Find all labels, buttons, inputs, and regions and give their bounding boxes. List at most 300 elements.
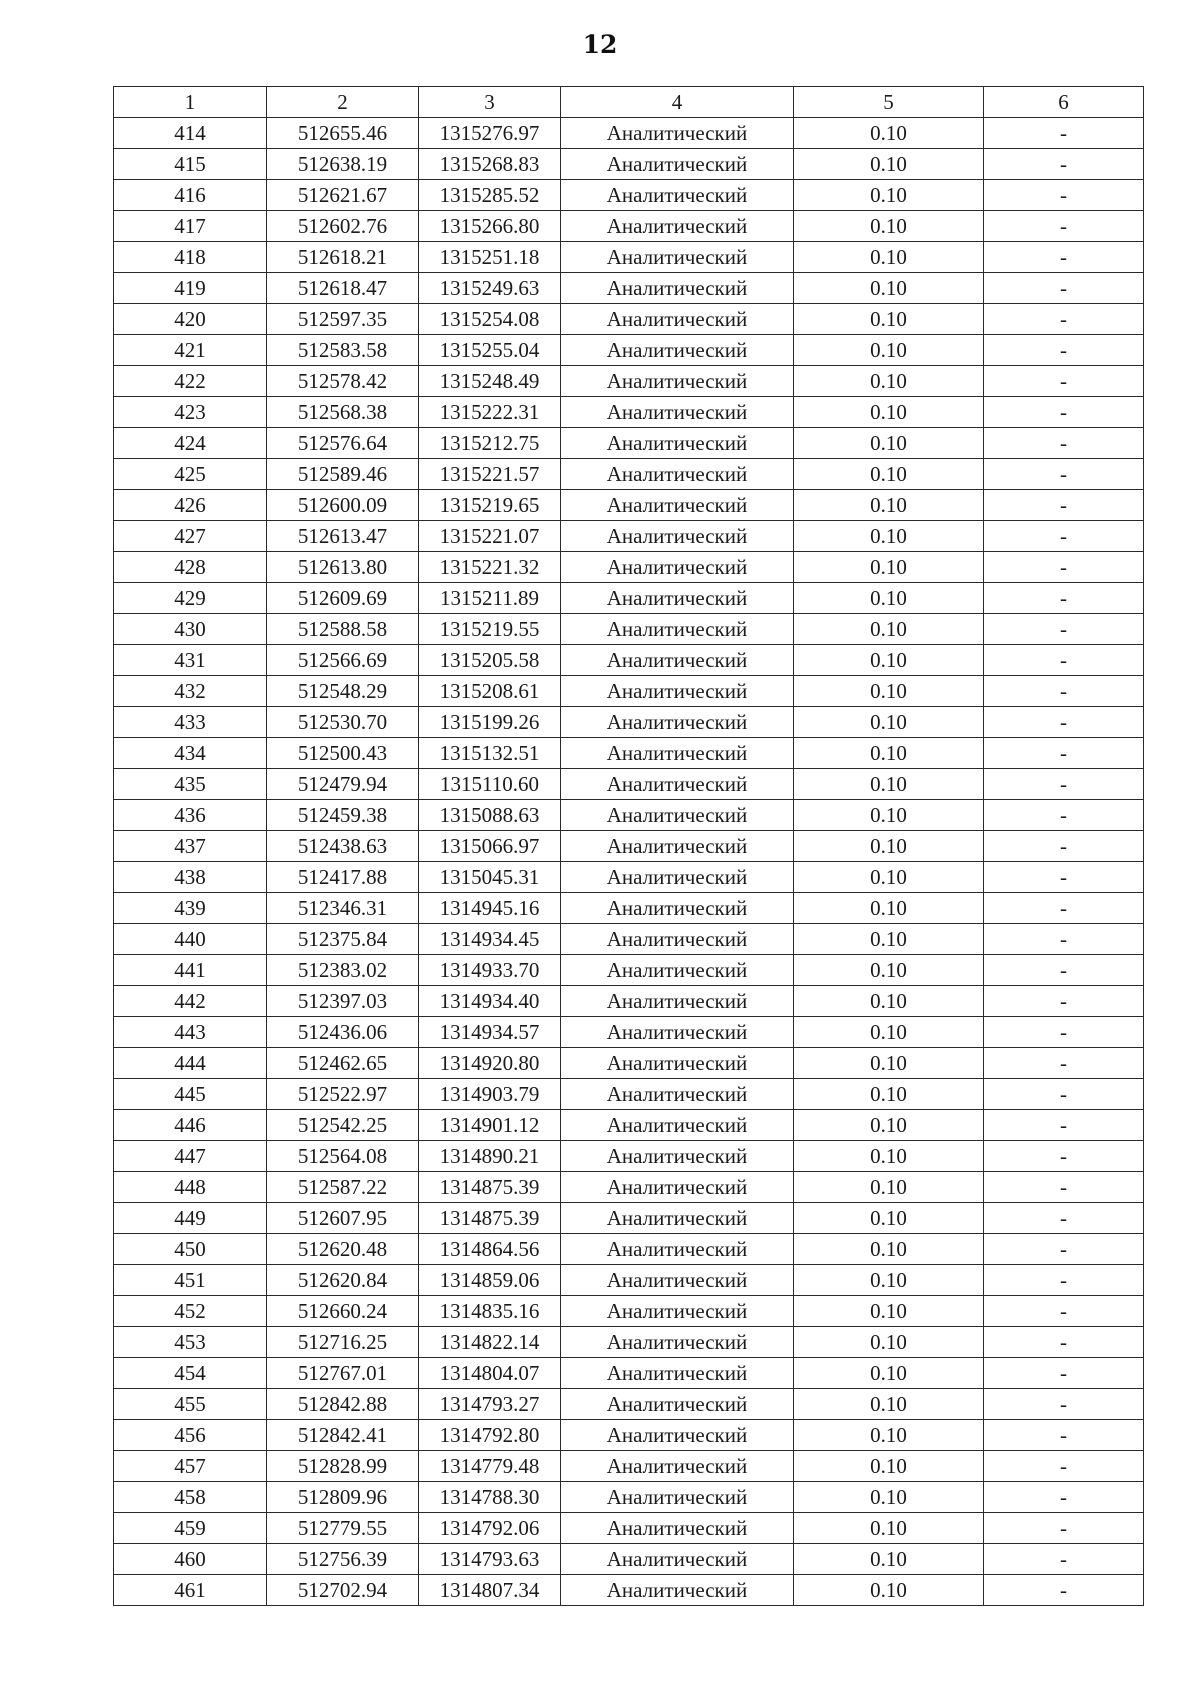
cell-accuracy: 0.10 — [794, 1575, 984, 1606]
cell-point-number: 440 — [114, 924, 267, 955]
cell-x-coordinate: 512588.58 — [267, 614, 419, 645]
cell-method: Аналитический — [561, 149, 794, 180]
cell-method: Аналитический — [561, 459, 794, 490]
table-row — [114, 490, 1144, 521]
cell-x-coordinate: 512589.46 — [267, 459, 419, 490]
cell-y-coordinate: 1314779.48 — [419, 1451, 561, 1482]
cell-y-coordinate: 1314835.16 — [419, 1296, 561, 1327]
cell-point-number: 419 — [114, 273, 267, 304]
cell-method: Аналитический — [561, 1451, 794, 1482]
cell-accuracy: 0.10 — [794, 769, 984, 800]
cell-description: - — [984, 738, 1144, 769]
cell-y-coordinate: 1314875.39 — [419, 1172, 561, 1203]
table-row — [114, 304, 1144, 335]
cell-y-coordinate: 1315276.97 — [419, 118, 561, 149]
cell-y-coordinate: 1314901.12 — [419, 1110, 561, 1141]
cell-method: Аналитический — [561, 583, 794, 614]
cell-point-number: 444 — [114, 1048, 267, 1079]
table-row — [114, 583, 1144, 614]
cell-y-coordinate: 1315221.32 — [419, 552, 561, 583]
cell-point-number: 443 — [114, 1017, 267, 1048]
cell-description: - — [984, 211, 1144, 242]
table-row — [114, 645, 1144, 676]
cell-method: Аналитический — [561, 986, 794, 1017]
header-cell-method: 4 — [561, 87, 794, 118]
cell-description: - — [984, 955, 1144, 986]
cell-description: - — [984, 118, 1144, 149]
cell-description: - — [984, 1327, 1144, 1358]
table-row — [114, 1110, 1144, 1141]
cell-x-coordinate: 512346.31 — [267, 893, 419, 924]
cell-x-coordinate: 512522.97 — [267, 1079, 419, 1110]
cell-method: Аналитический — [561, 1575, 794, 1606]
cell-point-number: 456 — [114, 1420, 267, 1451]
page-number: 12 — [582, 30, 618, 59]
header-cell-point-number: 1 — [114, 87, 267, 118]
cell-accuracy: 0.10 — [794, 645, 984, 676]
table-header — [114, 87, 1144, 118]
table-row — [114, 335, 1144, 366]
cell-description: - — [984, 1203, 1144, 1234]
table-row — [114, 1327, 1144, 1358]
cell-point-number: 446 — [114, 1110, 267, 1141]
cell-point-number: 452 — [114, 1296, 267, 1327]
table-row — [114, 397, 1144, 428]
cell-y-coordinate: 1314875.39 — [419, 1203, 561, 1234]
cell-accuracy: 0.10 — [794, 1141, 984, 1172]
cell-point-number: 438 — [114, 862, 267, 893]
cell-accuracy: 0.10 — [794, 1172, 984, 1203]
cell-method: Аналитический — [561, 180, 794, 211]
cell-method: Аналитический — [561, 955, 794, 986]
cell-method: Аналитический — [561, 738, 794, 769]
cell-description: - — [984, 862, 1144, 893]
cell-x-coordinate: 512618.47 — [267, 273, 419, 304]
table-row — [114, 149, 1144, 180]
cell-method: Аналитический — [561, 1513, 794, 1544]
table-row — [114, 1482, 1144, 1513]
table-row — [114, 180, 1144, 211]
cell-y-coordinate: 1314792.06 — [419, 1513, 561, 1544]
cell-accuracy: 0.10 — [794, 676, 984, 707]
cell-description: - — [984, 1172, 1144, 1203]
cell-x-coordinate: 512500.43 — [267, 738, 419, 769]
cell-accuracy: 0.10 — [794, 1296, 984, 1327]
cell-description: - — [984, 1451, 1144, 1482]
cell-point-number: 451 — [114, 1265, 267, 1296]
cell-y-coordinate: 1315254.08 — [419, 304, 561, 335]
cell-description: - — [984, 676, 1144, 707]
cell-method: Аналитический — [561, 676, 794, 707]
table-row — [114, 862, 1144, 893]
cell-x-coordinate: 512383.02 — [267, 955, 419, 986]
table-row — [114, 614, 1144, 645]
cell-point-number: 434 — [114, 738, 267, 769]
table-row — [114, 1358, 1144, 1389]
cell-method: Аналитический — [561, 1172, 794, 1203]
cell-point-number: 447 — [114, 1141, 267, 1172]
cell-method: Аналитический — [561, 304, 794, 335]
cell-method: Аналитический — [561, 1265, 794, 1296]
coordinates-table — [113, 86, 1144, 1606]
cell-point-number: 454 — [114, 1358, 267, 1389]
cell-method: Аналитический — [561, 800, 794, 831]
cell-x-coordinate: 512597.35 — [267, 304, 419, 335]
cell-x-coordinate: 512767.01 — [267, 1358, 419, 1389]
cell-method: Аналитический — [561, 862, 794, 893]
cell-method: Аналитический — [561, 707, 794, 738]
cell-y-coordinate: 1314859.06 — [419, 1265, 561, 1296]
cell-accuracy: 0.10 — [794, 149, 984, 180]
cell-x-coordinate: 512542.25 — [267, 1110, 419, 1141]
cell-description: - — [984, 1296, 1144, 1327]
cell-accuracy: 0.10 — [794, 1327, 984, 1358]
cell-accuracy: 0.10 — [794, 397, 984, 428]
cell-method: Аналитический — [561, 1544, 794, 1575]
cell-method: Аналитический — [561, 1110, 794, 1141]
cell-description: - — [984, 1544, 1144, 1575]
cell-x-coordinate: 512587.22 — [267, 1172, 419, 1203]
cell-x-coordinate: 512375.84 — [267, 924, 419, 955]
header-cell-x-coordinate: 2 — [267, 87, 419, 118]
table-row — [114, 273, 1144, 304]
cell-point-number: 442 — [114, 986, 267, 1017]
cell-accuracy: 0.10 — [794, 1079, 984, 1110]
cell-y-coordinate: 1315219.55 — [419, 614, 561, 645]
cell-accuracy: 0.10 — [794, 924, 984, 955]
cell-accuracy: 0.10 — [794, 1110, 984, 1141]
cell-accuracy: 0.10 — [794, 1048, 984, 1079]
cell-x-coordinate: 512613.80 — [267, 552, 419, 583]
cell-description: - — [984, 1482, 1144, 1513]
table-row — [114, 552, 1144, 583]
cell-method: Аналитический — [561, 1203, 794, 1234]
cell-description: - — [984, 1110, 1144, 1141]
table-row — [114, 1017, 1144, 1048]
cell-point-number: 433 — [114, 707, 267, 738]
cell-description: - — [984, 490, 1144, 521]
cell-accuracy: 0.10 — [794, 180, 984, 211]
cell-y-coordinate: 1314934.45 — [419, 924, 561, 955]
cell-accuracy: 0.10 — [794, 1203, 984, 1234]
cell-description: - — [984, 1079, 1144, 1110]
cell-y-coordinate: 1315205.58 — [419, 645, 561, 676]
cell-method: Аналитический — [561, 645, 794, 676]
cell-x-coordinate: 512618.21 — [267, 242, 419, 273]
cell-accuracy: 0.10 — [794, 1451, 984, 1482]
cell-y-coordinate: 1314903.79 — [419, 1079, 561, 1110]
cell-y-coordinate: 1314792.80 — [419, 1420, 561, 1451]
cell-description: - — [984, 273, 1144, 304]
cell-accuracy: 0.10 — [794, 1358, 984, 1389]
cell-y-coordinate: 1315208.61 — [419, 676, 561, 707]
cell-x-coordinate: 512417.88 — [267, 862, 419, 893]
cell-y-coordinate: 1314934.40 — [419, 986, 561, 1017]
cell-point-number: 428 — [114, 552, 267, 583]
cell-method: Аналитический — [561, 366, 794, 397]
cell-accuracy: 0.10 — [794, 459, 984, 490]
cell-method: Аналитический — [561, 242, 794, 273]
cell-description: - — [984, 1513, 1144, 1544]
cell-accuracy: 0.10 — [794, 366, 984, 397]
cell-y-coordinate: 1315088.63 — [419, 800, 561, 831]
cell-description: - — [984, 1575, 1144, 1606]
cell-y-coordinate: 1315219.65 — [419, 490, 561, 521]
cell-description: - — [984, 831, 1144, 862]
cell-point-number: 457 — [114, 1451, 267, 1482]
cell-method: Аналитический — [561, 552, 794, 583]
table-row — [114, 738, 1144, 769]
cell-y-coordinate: 1314793.63 — [419, 1544, 561, 1575]
cell-point-number: 449 — [114, 1203, 267, 1234]
cell-accuracy: 0.10 — [794, 1544, 984, 1575]
cell-x-coordinate: 512660.24 — [267, 1296, 419, 1327]
cell-x-coordinate: 512548.29 — [267, 676, 419, 707]
table-row — [114, 1420, 1144, 1451]
cell-method: Аналитический — [561, 1234, 794, 1265]
cell-y-coordinate: 1314804.07 — [419, 1358, 561, 1389]
table-row — [114, 1451, 1144, 1482]
cell-description: - — [984, 459, 1144, 490]
cell-y-coordinate: 1315221.07 — [419, 521, 561, 552]
cell-x-coordinate: 512655.46 — [267, 118, 419, 149]
cell-x-coordinate: 512842.41 — [267, 1420, 419, 1451]
cell-method: Аналитический — [561, 211, 794, 242]
header-cell-description: 6 — [984, 87, 1144, 118]
cell-description: - — [984, 800, 1144, 831]
table-row — [114, 769, 1144, 800]
cell-x-coordinate: 512613.47 — [267, 521, 419, 552]
cell-accuracy: 0.10 — [794, 1513, 984, 1544]
table-row — [114, 366, 1144, 397]
table-body — [114, 118, 1144, 1606]
cell-method: Аналитический — [561, 1358, 794, 1389]
cell-point-number: 436 — [114, 800, 267, 831]
cell-point-number: 432 — [114, 676, 267, 707]
cell-accuracy: 0.10 — [794, 893, 984, 924]
table-row — [114, 1141, 1144, 1172]
cell-point-number: 418 — [114, 242, 267, 273]
cell-point-number: 458 — [114, 1482, 267, 1513]
cell-method: Аналитический — [561, 521, 794, 552]
cell-accuracy: 0.10 — [794, 118, 984, 149]
cell-point-number: 450 — [114, 1234, 267, 1265]
cell-description: - — [984, 769, 1144, 800]
cell-accuracy: 0.10 — [794, 800, 984, 831]
cell-description: - — [984, 149, 1144, 180]
cell-x-coordinate: 512397.03 — [267, 986, 419, 1017]
cell-method: Аналитический — [561, 1389, 794, 1420]
cell-y-coordinate: 1315199.26 — [419, 707, 561, 738]
cell-x-coordinate: 512638.19 — [267, 149, 419, 180]
cell-x-coordinate: 512436.06 — [267, 1017, 419, 1048]
cell-x-coordinate: 512756.39 — [267, 1544, 419, 1575]
table-row — [114, 211, 1144, 242]
cell-y-coordinate: 1315285.52 — [419, 180, 561, 211]
table-row — [114, 1575, 1144, 1606]
cell-accuracy: 0.10 — [794, 614, 984, 645]
cell-description: - — [984, 242, 1144, 273]
cell-method: Аналитический — [561, 428, 794, 459]
table-row — [114, 1389, 1144, 1420]
cell-y-coordinate: 1315248.49 — [419, 366, 561, 397]
cell-description: - — [984, 1420, 1144, 1451]
cell-accuracy: 0.10 — [794, 211, 984, 242]
cell-accuracy: 0.10 — [794, 1420, 984, 1451]
cell-y-coordinate: 1315212.75 — [419, 428, 561, 459]
cell-point-number: 437 — [114, 831, 267, 862]
cell-x-coordinate: 512620.48 — [267, 1234, 419, 1265]
header-cell-accuracy: 5 — [794, 87, 984, 118]
cell-method: Аналитический — [561, 1017, 794, 1048]
table-row — [114, 893, 1144, 924]
table-row — [114, 955, 1144, 986]
cell-x-coordinate: 512583.58 — [267, 335, 419, 366]
cell-accuracy: 0.10 — [794, 738, 984, 769]
cell-accuracy: 0.10 — [794, 1017, 984, 1048]
cell-y-coordinate: 1315132.51 — [419, 738, 561, 769]
cell-method: Аналитический — [561, 1482, 794, 1513]
cell-accuracy: 0.10 — [794, 242, 984, 273]
table-row — [114, 1172, 1144, 1203]
table-row — [114, 1203, 1144, 1234]
cell-y-coordinate: 1314807.34 — [419, 1575, 561, 1606]
cell-point-number: 441 — [114, 955, 267, 986]
cell-description: - — [984, 645, 1144, 676]
cell-x-coordinate: 512621.67 — [267, 180, 419, 211]
cell-point-number: 460 — [114, 1544, 267, 1575]
table-row — [114, 676, 1144, 707]
cell-point-number: 435 — [114, 769, 267, 800]
cell-y-coordinate: 1315211.89 — [419, 583, 561, 614]
table-row — [114, 1513, 1144, 1544]
cell-description: - — [984, 335, 1144, 366]
cell-accuracy: 0.10 — [794, 583, 984, 614]
cell-accuracy: 0.10 — [794, 707, 984, 738]
cell-point-number: 422 — [114, 366, 267, 397]
table-row — [114, 1544, 1144, 1575]
cell-point-number: 427 — [114, 521, 267, 552]
cell-y-coordinate: 1315110.60 — [419, 769, 561, 800]
cell-x-coordinate: 512600.09 — [267, 490, 419, 521]
cell-method: Аналитический — [561, 335, 794, 366]
cell-method: Аналитический — [561, 893, 794, 924]
cell-x-coordinate: 512607.95 — [267, 1203, 419, 1234]
cell-y-coordinate: 1314945.16 — [419, 893, 561, 924]
cell-method: Аналитический — [561, 1141, 794, 1172]
cell-y-coordinate: 1315222.31 — [419, 397, 561, 428]
cell-description: - — [984, 1265, 1144, 1296]
cell-method: Аналитический — [561, 1048, 794, 1079]
cell-accuracy: 0.10 — [794, 1234, 984, 1265]
cell-y-coordinate: 1314933.70 — [419, 955, 561, 986]
cell-method: Аналитический — [561, 397, 794, 428]
cell-point-number: 445 — [114, 1079, 267, 1110]
header-cell-y-coordinate: 3 — [419, 87, 561, 118]
cell-description: - — [984, 428, 1144, 459]
cell-point-number: 420 — [114, 304, 267, 335]
cell-x-coordinate: 512842.88 — [267, 1389, 419, 1420]
cell-description: - — [984, 180, 1144, 211]
table-row — [114, 1296, 1144, 1327]
cell-description: - — [984, 707, 1144, 738]
cell-description: - — [984, 552, 1144, 583]
cell-x-coordinate: 512716.25 — [267, 1327, 419, 1358]
cell-description: - — [984, 614, 1144, 645]
cell-method: Аналитический — [561, 769, 794, 800]
cell-x-coordinate: 512578.42 — [267, 366, 419, 397]
table-row — [114, 459, 1144, 490]
cell-method: Аналитический — [561, 490, 794, 521]
cell-description: - — [984, 1141, 1144, 1172]
cell-point-number: 425 — [114, 459, 267, 490]
cell-point-number: 415 — [114, 149, 267, 180]
table-row — [114, 707, 1144, 738]
cell-x-coordinate: 512620.84 — [267, 1265, 419, 1296]
cell-accuracy: 0.10 — [794, 986, 984, 1017]
cell-method: Аналитический — [561, 118, 794, 149]
cell-y-coordinate: 1315255.04 — [419, 335, 561, 366]
cell-y-coordinate: 1314920.80 — [419, 1048, 561, 1079]
cell-accuracy: 0.10 — [794, 1482, 984, 1513]
cell-accuracy: 0.10 — [794, 521, 984, 552]
cell-description: - — [984, 583, 1144, 614]
cell-description: - — [984, 1048, 1144, 1079]
table-row — [114, 1234, 1144, 1265]
header-row — [114, 87, 1144, 118]
cell-point-number: 414 — [114, 118, 267, 149]
cell-accuracy: 0.10 — [794, 428, 984, 459]
table-row — [114, 1048, 1144, 1079]
cell-x-coordinate: 512602.76 — [267, 211, 419, 242]
cell-point-number: 417 — [114, 211, 267, 242]
cell-y-coordinate: 1315266.80 — [419, 211, 561, 242]
table-row — [114, 924, 1144, 955]
cell-description: - — [984, 893, 1144, 924]
cell-point-number: 448 — [114, 1172, 267, 1203]
cell-point-number: 423 — [114, 397, 267, 428]
cell-point-number: 426 — [114, 490, 267, 521]
cell-x-coordinate: 512576.64 — [267, 428, 419, 459]
cell-accuracy: 0.10 — [794, 304, 984, 335]
cell-description: - — [984, 986, 1144, 1017]
cell-accuracy: 0.10 — [794, 273, 984, 304]
cell-x-coordinate: 512568.38 — [267, 397, 419, 428]
cell-y-coordinate: 1314793.27 — [419, 1389, 561, 1420]
cell-method: Аналитический — [561, 831, 794, 862]
cell-description: - — [984, 1358, 1144, 1389]
cell-y-coordinate: 1315249.63 — [419, 273, 561, 304]
cell-y-coordinate: 1314822.14 — [419, 1327, 561, 1358]
cell-x-coordinate: 512530.70 — [267, 707, 419, 738]
cell-y-coordinate: 1315045.31 — [419, 862, 561, 893]
cell-accuracy: 0.10 — [794, 552, 984, 583]
cell-y-coordinate: 1314864.56 — [419, 1234, 561, 1265]
cell-method: Аналитический — [561, 1327, 794, 1358]
cell-description: - — [984, 1389, 1144, 1420]
cell-point-number: 455 — [114, 1389, 267, 1420]
table-row — [114, 1079, 1144, 1110]
cell-y-coordinate: 1315221.57 — [419, 459, 561, 490]
table-row — [114, 428, 1144, 459]
table-row — [114, 118, 1144, 149]
cell-method: Аналитический — [561, 924, 794, 955]
cell-y-coordinate: 1314890.21 — [419, 1141, 561, 1172]
cell-x-coordinate: 512564.08 — [267, 1141, 419, 1172]
cell-description: - — [984, 366, 1144, 397]
cell-point-number: 430 — [114, 614, 267, 645]
cell-y-coordinate: 1314788.30 — [419, 1482, 561, 1513]
